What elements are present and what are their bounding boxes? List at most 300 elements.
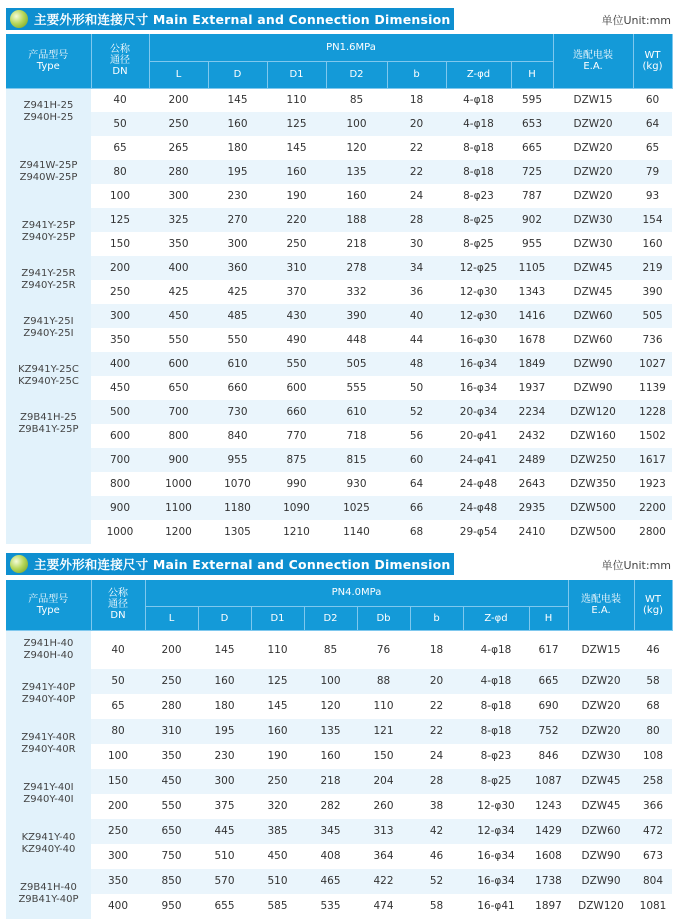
- table-cell: 846: [529, 744, 568, 769]
- table-cell: 1139: [633, 376, 672, 400]
- section1-unit: 单位Unit:mm: [601, 14, 671, 27]
- table-cell: 64: [387, 472, 446, 496]
- table-cell: 260: [357, 794, 410, 819]
- table-cell: 1027: [633, 352, 672, 376]
- table-row: [6, 869, 672, 894]
- table-cell: 79: [633, 160, 672, 184]
- column-header-0: L: [149, 61, 208, 88]
- type-cell: [6, 88, 91, 136]
- table-cell: 282: [304, 794, 357, 819]
- table-cell: 1081: [634, 894, 672, 919]
- table-cell: 12-φ34: [463, 819, 529, 844]
- table-cell: 200: [91, 794, 145, 819]
- table-cell: 190: [251, 744, 304, 769]
- column-header-7: H: [529, 606, 568, 630]
- table-cell: 40: [91, 88, 149, 112]
- table-cell: 280: [145, 694, 198, 719]
- table-cell: 366: [634, 794, 672, 819]
- table-row: [6, 88, 672, 112]
- table-cell: 390: [326, 304, 387, 328]
- table-cell: 200: [149, 88, 208, 112]
- table-cell: DZW60: [553, 328, 633, 352]
- table-row: [6, 376, 672, 400]
- table-cell: 1243: [529, 794, 568, 819]
- section2-unit: 单位Unit:mm: [601, 559, 671, 572]
- table-cell: 660: [208, 376, 267, 400]
- table-cell: DZW20: [553, 184, 633, 208]
- table-cell: DZW120: [553, 400, 633, 424]
- table-cell: 736: [633, 328, 672, 352]
- table-cell: DZW20: [568, 719, 634, 744]
- table-cell: DZW45: [553, 280, 633, 304]
- table-cell: 195: [208, 160, 267, 184]
- table-cell: 125: [91, 208, 149, 232]
- table-cell: 510: [198, 844, 251, 869]
- ea-header-text: 选配电装: [573, 49, 614, 61]
- section2-table: [6, 580, 673, 919]
- ea-header-text: E.A.: [583, 60, 603, 72]
- table-row: [6, 819, 672, 844]
- table-cell: 955: [511, 232, 553, 256]
- table-cell: 313: [357, 819, 410, 844]
- table-row: [6, 280, 672, 304]
- table-row: [6, 352, 672, 376]
- wt-header: [634, 580, 672, 630]
- type-cell: [6, 352, 91, 400]
- table-row: [6, 719, 672, 744]
- table-cell: DZW60: [568, 819, 634, 844]
- table-cell: DZW120: [568, 894, 634, 919]
- table-cell: 160: [304, 744, 357, 769]
- table-cell: 16-φ34: [463, 844, 529, 869]
- pressure-header: PN1.6MPa: [149, 34, 553, 61]
- table-row: [6, 232, 672, 256]
- table-cell: 2432: [511, 424, 553, 448]
- table-cell: 510: [251, 869, 304, 894]
- table-cell: 76: [357, 630, 410, 669]
- table-cell: 66: [387, 496, 446, 520]
- dn-header-text: DN: [110, 610, 126, 622]
- table-row: [6, 520, 672, 544]
- table-cell: 24-φ48: [446, 472, 511, 496]
- table-cell: 265: [149, 136, 208, 160]
- type-cell: [6, 769, 91, 819]
- table-cell: 2935: [511, 496, 553, 520]
- table-cell: 425: [208, 280, 267, 304]
- table-cell: DZW30: [568, 744, 634, 769]
- table-cell: 18: [410, 630, 463, 669]
- type-cell: [6, 304, 91, 352]
- table-cell: 400: [91, 352, 149, 376]
- type-header-text: Type: [36, 604, 60, 616]
- type-header-text: 产品型号: [28, 49, 69, 61]
- table-cell: 750: [145, 844, 198, 869]
- table-cell: 121: [357, 719, 410, 744]
- dn-header: [91, 34, 149, 88]
- type-group: [6, 220, 91, 244]
- table-cell: 8-φ18: [463, 719, 529, 744]
- table-cell: 955: [208, 448, 267, 472]
- table-cell: 220: [267, 208, 326, 232]
- table-cell: 16-φ34: [446, 376, 511, 400]
- green-ball-icon: [10, 10, 28, 28]
- table-cell: 125: [251, 669, 304, 694]
- table-cell: DZW90: [568, 869, 634, 894]
- table-cell: 665: [511, 136, 553, 160]
- table-cell: 325: [149, 208, 208, 232]
- table-cell: 250: [251, 769, 304, 794]
- table-cell: 730: [208, 400, 267, 424]
- table-cell: 450: [149, 304, 208, 328]
- table-row: [6, 669, 672, 694]
- type-model: Z940H-25: [23, 112, 74, 124]
- type-model: Z940Y-40P: [21, 693, 76, 705]
- table-cell: 595: [511, 88, 553, 112]
- table-cell: 180: [198, 694, 251, 719]
- table-cell: 270: [208, 208, 267, 232]
- table-cell: 450: [251, 844, 304, 869]
- table-cell: 150: [91, 769, 145, 794]
- table-cell: 65: [633, 136, 672, 160]
- table-cell: 600: [91, 424, 149, 448]
- table-cell: DZW45: [568, 794, 634, 819]
- table-cell: 1617: [633, 448, 672, 472]
- table-cell: 350: [149, 232, 208, 256]
- table-cell: 1228: [633, 400, 672, 424]
- wt-header: [633, 34, 672, 88]
- table-cell: DZW20: [568, 669, 634, 694]
- dn-header-text: 公称: [110, 44, 130, 56]
- table-cell: 12-φ25: [446, 256, 511, 280]
- type-model: Z941Y-40P: [21, 681, 76, 693]
- type-group: [6, 316, 91, 340]
- table-cell: 375: [198, 794, 251, 819]
- table-cell: 250: [91, 280, 149, 304]
- type-model: Z941Y-25I: [23, 316, 74, 327]
- table-cell: 1678: [511, 328, 553, 352]
- table-cell: 145: [198, 630, 251, 669]
- table-cell: 20: [387, 112, 446, 136]
- table-cell: 100: [326, 112, 387, 136]
- table-cell: 1210: [267, 520, 326, 544]
- table-cell: 18: [387, 88, 446, 112]
- dn-header-text: 通径: [110, 55, 130, 67]
- table-cell: 1305: [208, 520, 267, 544]
- type-model: Z941Y-25P: [21, 220, 76, 231]
- table-cell: 160: [198, 669, 251, 694]
- table-cell: 1897: [529, 894, 568, 919]
- table-cell: 65: [91, 694, 145, 719]
- table-cell: 2234: [511, 400, 553, 424]
- table-cell: 300: [208, 232, 267, 256]
- table-cell: 218: [304, 769, 357, 794]
- wt-header-text: WT: [644, 49, 661, 61]
- table-cell: 52: [387, 400, 446, 424]
- table-cell: 93: [633, 184, 672, 208]
- pressure-header: PN4.0MPa: [145, 580, 568, 606]
- table-cell: 445: [198, 819, 251, 844]
- table-cell: 2200: [633, 496, 672, 520]
- type-model: KZ940Y-40: [21, 843, 76, 855]
- table-cell: 450: [145, 769, 198, 794]
- table-cell: 474: [357, 894, 410, 919]
- type-model: KZ940Y-25C: [18, 376, 79, 387]
- table-cell: 258: [634, 769, 672, 794]
- table-cell: 58: [634, 669, 672, 694]
- table-cell: DZW90: [568, 844, 634, 869]
- type-cell: [6, 256, 91, 304]
- table-cell: 815: [326, 448, 387, 472]
- column-header-6: H: [511, 61, 553, 88]
- column-header-5: Z-φd: [446, 61, 511, 88]
- table-cell: 110: [357, 694, 410, 719]
- table-cell: 2410: [511, 520, 553, 544]
- table-cell: 400: [149, 256, 208, 280]
- type-model: Z941H-25: [23, 100, 74, 112]
- table-cell: 370: [267, 280, 326, 304]
- table-cell: 100: [91, 744, 145, 769]
- table-cell: DZW500: [553, 520, 633, 544]
- table-cell: 550: [149, 328, 208, 352]
- table-cell: 80: [634, 719, 672, 744]
- table-cell: 20-φ34: [446, 400, 511, 424]
- table-cell: 36: [387, 280, 446, 304]
- dn-header: [91, 580, 145, 630]
- table-cell: 875: [267, 448, 326, 472]
- table-cell: 60: [633, 88, 672, 112]
- table-cell: 68: [634, 694, 672, 719]
- table-cell: 990: [267, 472, 326, 496]
- table-cell: 555: [326, 376, 387, 400]
- table-cell: 700: [91, 448, 149, 472]
- table-cell: 50: [91, 669, 145, 694]
- table-cell: 28: [410, 769, 463, 794]
- ea-header-text: E.A.: [591, 604, 611, 616]
- table-cell: 585: [251, 894, 304, 919]
- type-group: [6, 732, 91, 756]
- table-cell: 29-φ54: [446, 520, 511, 544]
- table-cell: 902: [511, 208, 553, 232]
- table-cell: 930: [326, 472, 387, 496]
- table-cell: 230: [198, 744, 251, 769]
- table-cell: 350: [91, 328, 149, 352]
- table-cell: 160: [267, 160, 326, 184]
- table-cell: 1608: [529, 844, 568, 869]
- table-cell: 600: [267, 376, 326, 400]
- table-cell: 320: [251, 794, 304, 819]
- type-model: Z941W-25P: [19, 160, 78, 171]
- type-group: [6, 782, 91, 806]
- table-cell: 1180: [208, 496, 267, 520]
- column-header-2: D1: [251, 606, 304, 630]
- table-cell: 12-φ30: [446, 280, 511, 304]
- table-cell: 46: [410, 844, 463, 869]
- section2-title-bar: [6, 553, 454, 575]
- table-cell: 24: [387, 184, 446, 208]
- table-cell: 12-φ30: [463, 794, 529, 819]
- table-cell: 2643: [511, 472, 553, 496]
- table-cell: 145: [208, 88, 267, 112]
- table-cell: 1070: [208, 472, 267, 496]
- table-cell: 100: [304, 669, 357, 694]
- table-cell: DZW15: [568, 630, 634, 669]
- type-header-text: Type: [36, 60, 60, 72]
- table-cell: DZW350: [553, 472, 633, 496]
- type-group: [6, 882, 91, 906]
- table-row: [6, 894, 672, 919]
- table-cell: DZW15: [553, 88, 633, 112]
- table-cell: 2489: [511, 448, 553, 472]
- table-cell: 44: [387, 328, 446, 352]
- type-cell: [6, 400, 91, 448]
- wt-header-text: WT: [645, 593, 662, 605]
- table-cell: 1000: [149, 472, 208, 496]
- type-model: KZ941Y-40: [21, 831, 76, 843]
- table-cell: 787: [511, 184, 553, 208]
- table-cell: 8-φ18: [446, 136, 511, 160]
- table-row: [6, 794, 672, 819]
- green-ball-icon: [10, 555, 28, 573]
- table-cell: 1100: [149, 496, 208, 520]
- table-row: [6, 136, 672, 160]
- type-group: [6, 364, 91, 388]
- table-cell: 150: [357, 744, 410, 769]
- table-cell: DZW250: [553, 448, 633, 472]
- type-header: [6, 580, 91, 630]
- column-header-3: D2: [326, 61, 387, 88]
- dn-header-text: DN: [112, 66, 128, 78]
- table-cell: 665: [529, 669, 568, 694]
- table-cell: 500: [91, 400, 149, 424]
- table-row: [6, 328, 672, 352]
- table-cell: 125: [267, 112, 326, 136]
- table-cell: 80: [91, 160, 149, 184]
- table-cell: 250: [91, 819, 145, 844]
- table-cell: 160: [326, 184, 387, 208]
- table-cell: 408: [304, 844, 357, 869]
- table-cell: 204: [357, 769, 410, 794]
- table-cell: 40: [91, 630, 145, 669]
- table-cell: 65: [91, 136, 149, 160]
- table-cell: 22: [410, 694, 463, 719]
- table-cell: 200: [91, 256, 149, 280]
- table-cell: 364: [357, 844, 410, 869]
- type-model: Z9B41H-25: [20, 412, 77, 423]
- table-cell: 85: [326, 88, 387, 112]
- table-cell: 120: [326, 136, 387, 160]
- table-row: [6, 112, 672, 136]
- type-group: [6, 412, 91, 436]
- table-cell: 154: [633, 208, 672, 232]
- table-row: [6, 496, 672, 520]
- table-cell: 1000: [91, 520, 149, 544]
- table-row: [6, 184, 672, 208]
- table-cell: DZW500: [553, 496, 633, 520]
- table-cell: 610: [208, 352, 267, 376]
- type-cell: [6, 448, 91, 544]
- table-cell: 230: [208, 184, 267, 208]
- table-cell: 1937: [511, 376, 553, 400]
- table-cell: 350: [145, 744, 198, 769]
- type-model: Z9B41H-40: [20, 881, 77, 893]
- table-cell: 718: [326, 424, 387, 448]
- type-model: KZ941Y-25C: [18, 364, 79, 375]
- type-model: Z940Y-25I: [23, 328, 74, 339]
- table-cell: 850: [145, 869, 198, 894]
- table-cell: 188: [326, 208, 387, 232]
- table-cell: 12-φ30: [446, 304, 511, 328]
- table-cell: 160: [251, 719, 304, 744]
- table-cell: 42: [410, 819, 463, 844]
- table-cell: 1105: [511, 256, 553, 280]
- table-cell: 50: [91, 112, 149, 136]
- column-header-1: D: [198, 606, 251, 630]
- type-model: Z940Y-25P: [21, 232, 76, 243]
- table-cell: 135: [326, 160, 387, 184]
- table-cell: 1087: [529, 769, 568, 794]
- table-cell: DZW90: [553, 352, 633, 376]
- ea-header: [568, 580, 634, 630]
- ea-header: [553, 34, 633, 88]
- table-cell: 4-φ18: [463, 630, 529, 669]
- table-cell: 34: [387, 256, 446, 280]
- table-cell: 472: [634, 819, 672, 844]
- table-row: [6, 304, 672, 328]
- table-cell: 690: [529, 694, 568, 719]
- table-cell: 24-φ41: [446, 448, 511, 472]
- table-cell: 617: [529, 630, 568, 669]
- table-cell: DZW160: [553, 424, 633, 448]
- table-cell: 505: [633, 304, 672, 328]
- table-cell: 332: [326, 280, 387, 304]
- table-cell: 550: [145, 794, 198, 819]
- table-cell: 180: [208, 136, 267, 160]
- table-cell: 48: [387, 352, 446, 376]
- type-group: [6, 268, 91, 292]
- table-cell: 800: [149, 424, 208, 448]
- table-cell: 900: [91, 496, 149, 520]
- table-cell: 88: [357, 669, 410, 694]
- type-model: Z940Y-40I: [23, 793, 74, 805]
- type-model: Z940W-25P: [19, 172, 78, 183]
- type-group: [6, 832, 91, 856]
- table-cell: 40: [387, 304, 446, 328]
- column-header-0: L: [145, 606, 198, 630]
- table-cell: 190: [267, 184, 326, 208]
- table-row: [6, 160, 672, 184]
- table-cell: 56: [387, 424, 446, 448]
- table-cell: 64: [633, 112, 672, 136]
- table-cell: 8-φ25: [446, 208, 511, 232]
- table-cell: 653: [511, 112, 553, 136]
- table-cell: 673: [634, 844, 672, 869]
- type-cell: [6, 719, 91, 769]
- table-cell: DZW30: [553, 232, 633, 256]
- table-cell: 145: [267, 136, 326, 160]
- table-cell: 425: [149, 280, 208, 304]
- table-cell: 52: [410, 869, 463, 894]
- table-cell: 8-φ18: [463, 694, 529, 719]
- type-model: Z941Y-25R: [21, 268, 76, 279]
- table-cell: 485: [208, 304, 267, 328]
- table-row: [6, 256, 672, 280]
- table-row: [6, 769, 672, 794]
- type-cell: [6, 819, 91, 869]
- table-cell: 300: [91, 844, 145, 869]
- column-header-5: b: [410, 606, 463, 630]
- table-cell: 2800: [633, 520, 672, 544]
- table-cell: DZW20: [553, 136, 633, 160]
